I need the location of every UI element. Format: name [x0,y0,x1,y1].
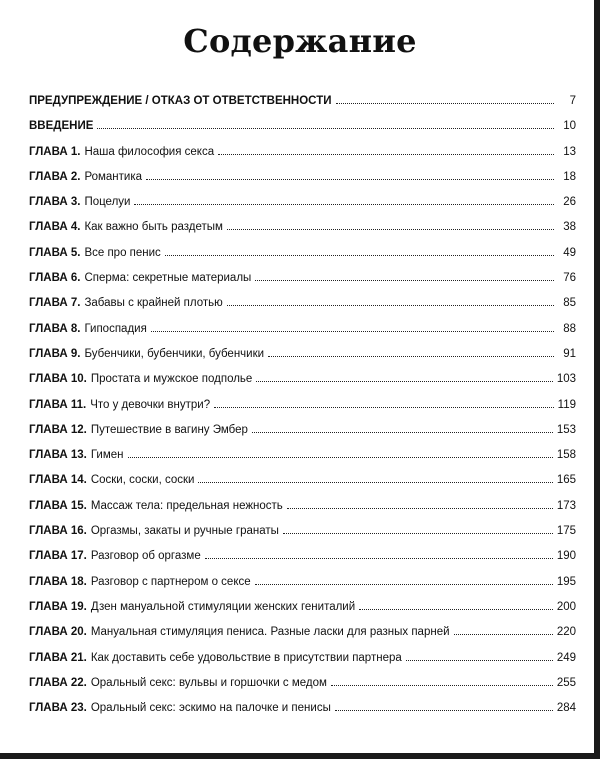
toc-entry[interactable] [29,625,576,650]
toc-page-number: 38 [563,221,576,234]
toc-page-number: 18 [563,170,576,183]
toc-title: ВВЕДЕНИЕ [29,120,94,133]
toc-entry[interactable] [29,651,576,676]
toc-title: Массаж тела: предельная нежность [90,499,283,512]
dot-leader [256,381,552,382]
page-edge-right [594,0,600,759]
dot-leader [214,407,554,408]
toc-entry[interactable] [29,347,576,372]
dot-leader [151,331,554,332]
toc-entry[interactable] [29,575,576,600]
toc-page-number: 220 [556,626,576,639]
toc-entry[interactable] [29,246,576,271]
toc-chapter-label: ГЛАВА 13. [29,449,87,462]
dot-leader [335,710,553,711]
toc-page-number: 13 [563,145,576,158]
toc-page-number: 255 [556,676,576,689]
dot-leader [255,584,553,585]
toc-chapter-label: ГЛАВА 6. [29,272,81,285]
toc-chapter-label: ГЛАВА 2. [29,170,81,183]
toc-title: Гимен [90,449,124,462]
toc-title: Поцелуи [84,196,131,209]
dot-leader [454,634,553,635]
toc-page-number: 26 [563,196,576,209]
toc-chapter-label: ГЛАВА 5. [29,246,81,259]
toc-page-number: 10 [563,120,576,133]
toc-chapter-label: ГЛАВА 11. [29,398,87,411]
toc-entry[interactable] [29,549,576,574]
dot-leader [255,280,554,281]
toc-entry[interactable] [29,398,576,423]
toc-page-number: 190 [556,550,576,563]
toc-title: Романтика [84,170,143,183]
dot-leader [218,154,554,155]
table-of-contents [29,94,576,726]
dot-leader [227,229,554,230]
toc-entry[interactable] [29,676,576,701]
toc-page-number: 195 [556,575,576,588]
toc-chapter-label: ГЛАВА 12. [29,423,87,436]
dot-leader [227,305,554,306]
toc-title: Дзен мануальной стимуляции женских гениталий [90,600,356,613]
dot-leader [287,508,553,509]
toc-page-number: 158 [556,449,576,462]
toc-chapter-label: ГЛАВА 8. [29,322,81,335]
toc-entry[interactable] [29,600,576,625]
toc-entry[interactable] [29,701,576,726]
toc-entry[interactable] [29,296,576,321]
toc-title: Наша философия секса [84,145,215,158]
toc-chapter-label: ГЛАВА 18. [29,575,87,588]
toc-title: Что у девочки внутри? [90,398,211,411]
toc-entry[interactable] [29,170,576,195]
dot-leader [205,558,553,559]
toc-page-number: 119 [557,398,576,411]
toc-entry[interactable] [29,524,576,549]
toc-chapter-label: ГЛАВА 19. [29,600,87,613]
toc-chapter-label: ГЛАВА 15. [29,499,87,512]
toc-title: Все про пенис [84,246,161,259]
dot-leader [336,103,555,104]
toc-page-number: 249 [556,651,576,664]
toc-page-number: 173 [556,499,576,512]
toc-title: Соски, соски, соски [90,474,195,487]
toc-title: Простата и мужское подполье [90,373,253,386]
toc-entry[interactable] [29,220,576,245]
toc-page-number: 200 [556,600,576,613]
toc-page-number: 7 [569,95,576,107]
toc-page-number: 85 [563,297,576,310]
toc-chapter-label: ГЛАВА 20. [29,626,87,639]
toc-entry[interactable] [29,195,576,220]
toc-chapter-label: ГЛАВА 21. [29,651,87,664]
toc-title: Как доставить себе удовольствие в присутствии партнера [90,651,402,664]
toc-chapter-label: ГЛАВА 3. [29,196,81,209]
toc-title: Путешествие в вагину Эмбер [90,423,248,436]
toc-title: Как важно быть раздетым [84,221,223,234]
toc-chapter-label: ГЛАВА 9. [29,347,81,360]
toc-chapter-label: ГЛАВА 16. [29,525,87,538]
toc-title: Гипоспадия [84,322,147,335]
toc-chapter-label: ГЛАВА 10. [29,373,87,386]
dot-leader [406,660,553,661]
page-title: Содержание [183,22,417,60]
toc-title: Мануальная стимуляция пениса. Разные ласки для разных парней [90,626,450,639]
toc-page-number: 284 [556,702,576,715]
toc-entry[interactable] [29,145,576,170]
page-edge-bottom [0,753,600,759]
toc-chapter-label: ГЛАВА 14. [29,474,87,487]
toc-title: Сперма: секретные материалы [84,272,252,285]
toc-page-number: 76 [563,272,576,285]
toc-title: Оральный секс: вульвы и горшочки с медом [90,676,327,689]
toc-entry[interactable] [29,473,576,498]
toc-page-number: 165 [556,474,576,487]
dot-leader [268,356,554,357]
dot-leader [331,685,553,686]
toc-chapter-label: ГЛАВА 7. [29,297,81,310]
toc-chapter-label: ГЛАВА 23. [29,702,87,715]
toc-title: Бубенчики, бубенчики, бубенчики [84,347,265,360]
toc-page-number: 49 [563,246,576,259]
toc-page-number: 153 [556,423,576,436]
toc-title: Разговор с партнером о сексе [90,575,251,588]
toc-entry[interactable] [29,94,576,119]
dot-leader [97,128,554,129]
dot-leader [252,432,553,433]
toc-chapter-label: ГЛАВА 17. [29,550,87,563]
toc-page-number: 91 [563,347,576,360]
dot-leader [134,204,554,205]
toc-title: Оральный секс: эскимо на палочке и пенисы [90,702,331,715]
toc-entry[interactable] [29,372,576,397]
toc-title: Забавы с крайней плотью [84,297,223,310]
toc-page-number: 103 [556,373,576,386]
toc-chapter-label: ГЛАВА 4. [29,221,81,234]
toc-title: Оргазмы, закаты и ручные гранаты [90,525,279,538]
dot-leader [359,609,553,610]
toc-entry[interactable] [29,119,576,144]
toc-entry[interactable] [29,322,576,347]
toc-entry[interactable] [29,499,576,524]
toc-entry[interactable] [29,271,576,296]
toc-page-number: 175 [556,525,576,538]
toc-entry[interactable] [29,448,576,473]
dot-leader [165,255,554,256]
toc-title: Разговор об оргазме [90,550,201,563]
dot-leader [198,482,552,483]
toc-entry[interactable] [29,423,576,448]
toc-chapter-label: ГЛАВА 22. [29,676,87,689]
dot-leader [283,533,553,534]
toc-chapter-label: ГЛАВА 1. [29,145,81,158]
dot-leader [146,179,554,180]
toc-page-number: 88 [563,322,576,335]
dot-leader [128,457,553,458]
toc-title: ПРЕДУПРЕЖДЕНИЕ / ОТКАЗ ОТ ОТВЕТСТВЕННОСТИ [29,95,332,107]
